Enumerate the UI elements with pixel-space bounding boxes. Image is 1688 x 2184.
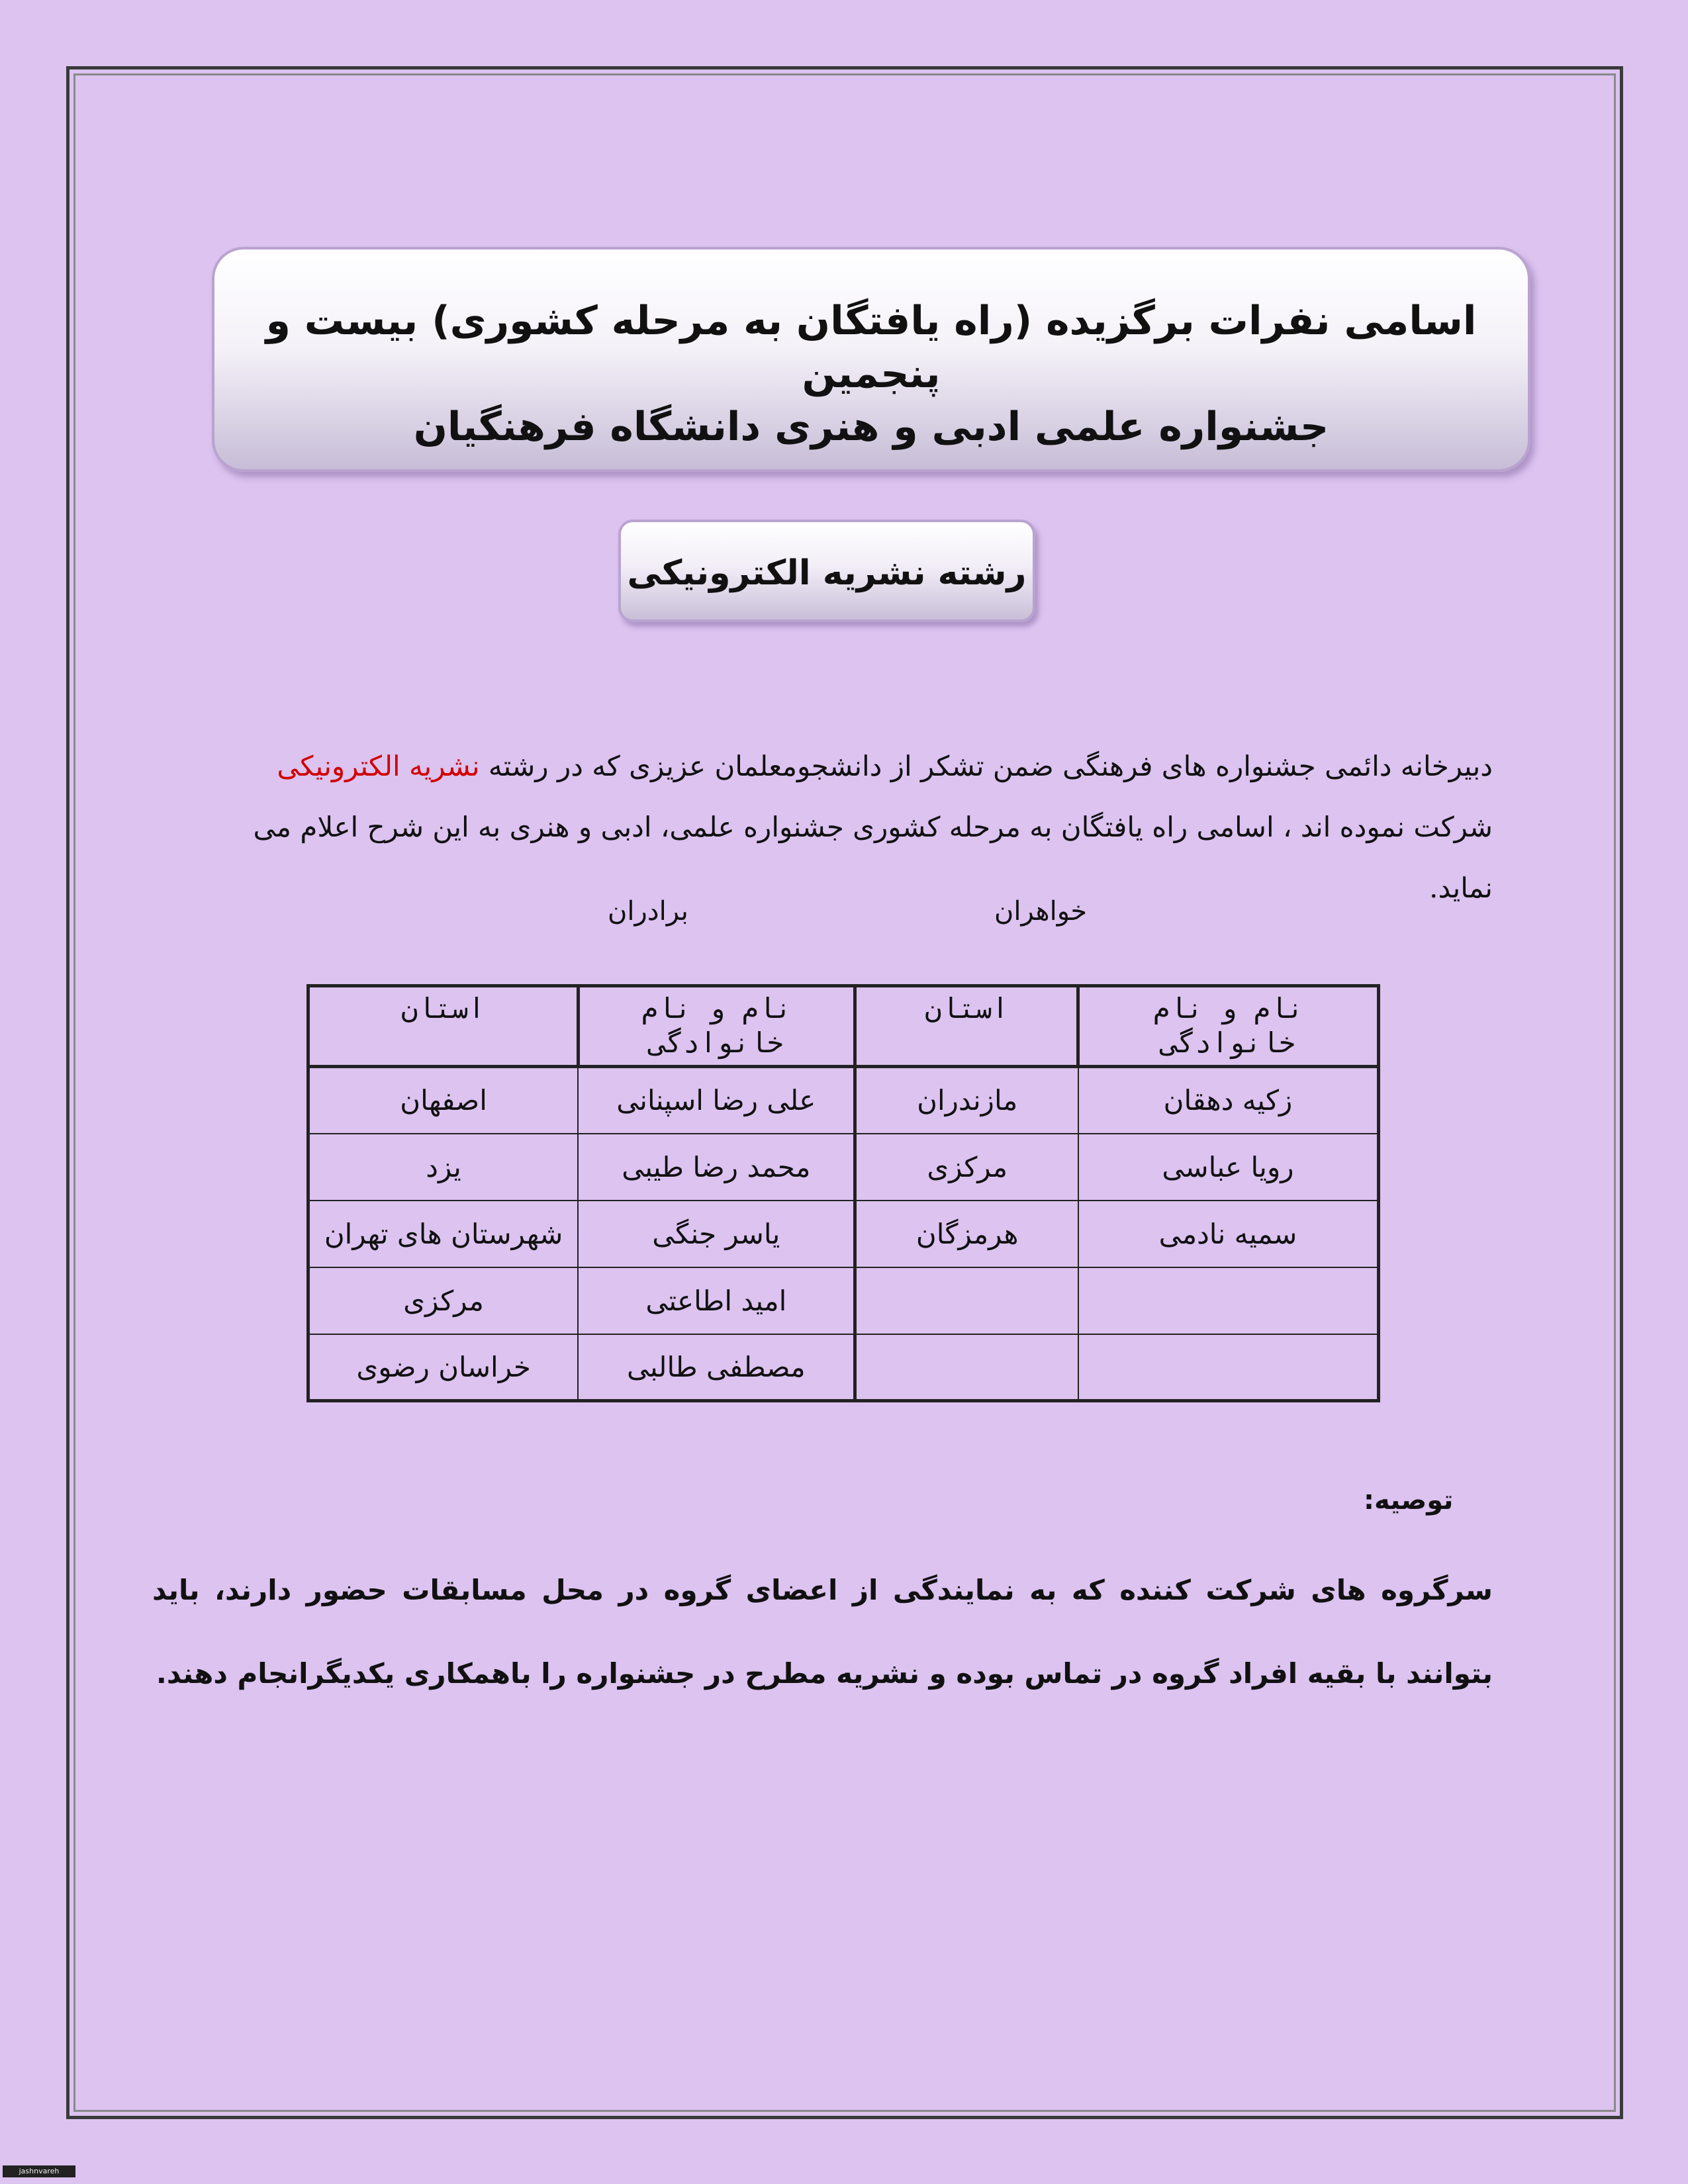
- header-brothers-province: استان: [308, 986, 579, 1067]
- table-row: [308, 1201, 1379, 1267]
- title-box: [212, 247, 1530, 472]
- table-cell: رویا عباسی: [1078, 1134, 1379, 1201]
- table-cell: علی رضا اسپنانی: [578, 1067, 855, 1134]
- title-line-2: جشنواره علمی ادبی و هنری دانشگاه فرهنگیان: [413, 404, 1329, 450]
- header-sisters-name: نام و نام خانوادگی: [1078, 986, 1379, 1067]
- table-cell: یاسر جنگی: [578, 1201, 855, 1267]
- table-row: [308, 1134, 1379, 1201]
- table-cell: مصطفی طالبی: [578, 1334, 855, 1401]
- recommendation-body: سرگروه های شرکت کننده که به نمایندگی از اعضای گروه در محل مسابقات حضور دارند، باید بتوانند با بقیه افراد گروه در تماس بوده و نشریه مطرح در جشنواره را باهمکاری یکدیگرانجام دهند.: [152, 1574, 1493, 1690]
- table-cell: [855, 1334, 1078, 1401]
- intro-text-2: شرکت نموده اند ، اسامی راه یافتگان به مرحله کشوری جشنواره علمی، ادبی و هنری به این شرح اعلام می نماید.: [253, 811, 1493, 904]
- table-cell: هرمزگان: [855, 1201, 1078, 1267]
- intro-paragraph: [218, 736, 1493, 919]
- header-sisters-province: استان: [855, 986, 1078, 1067]
- table-cell: [1078, 1267, 1379, 1334]
- group-label-brothers: برادران: [608, 896, 688, 927]
- table-cell: امید اطاعتی: [578, 1267, 855, 1334]
- table-cell: زکیه دهقان: [1078, 1067, 1379, 1134]
- footer-logo: jashnvareh: [3, 2165, 75, 2177]
- table-cell: محمد رضا طیبی: [578, 1134, 855, 1201]
- group-label-sisters: خواهران: [994, 896, 1088, 927]
- table-cell: اصفهان: [308, 1067, 579, 1134]
- table-row: [308, 1267, 1379, 1334]
- subtitle-box: رشته نشریه الکترونیکی: [618, 520, 1035, 622]
- header-brothers-name: نام و نام خانوادگی: [578, 986, 855, 1067]
- table-cell: خراسان رضوی: [308, 1334, 579, 1401]
- table-cell: شهرستان های تهران: [308, 1201, 579, 1267]
- table-header-row: [308, 986, 1379, 1067]
- intro-text-1: دبیرخانه دائمی جشنواره های فرهنگی ضمن تشکر از دانشجومعلمان عزیزی که در رشته: [479, 750, 1493, 782]
- winners-table: [306, 984, 1380, 1402]
- title-line-1: اسامی نفرات برگزیده (راه یافتگان به مرحله کشوری) بیست و پنجمین: [265, 298, 1477, 397]
- table-cell: [1078, 1334, 1379, 1401]
- table-cell: مازندران: [855, 1067, 1078, 1134]
- table-cell: یزد: [308, 1134, 579, 1201]
- table-row: [308, 1067, 1379, 1134]
- intro-highlight: نشریه الکترونیکی: [277, 750, 480, 782]
- table-cell: [855, 1267, 1078, 1334]
- table-cell: مرکزی: [855, 1134, 1078, 1201]
- recommendation-title: توصیه:: [1364, 1485, 1454, 1516]
- table-cell: سمیه نادمی: [1078, 1201, 1379, 1267]
- table-row: [308, 1334, 1379, 1401]
- table-cell: مرکزی: [308, 1267, 579, 1334]
